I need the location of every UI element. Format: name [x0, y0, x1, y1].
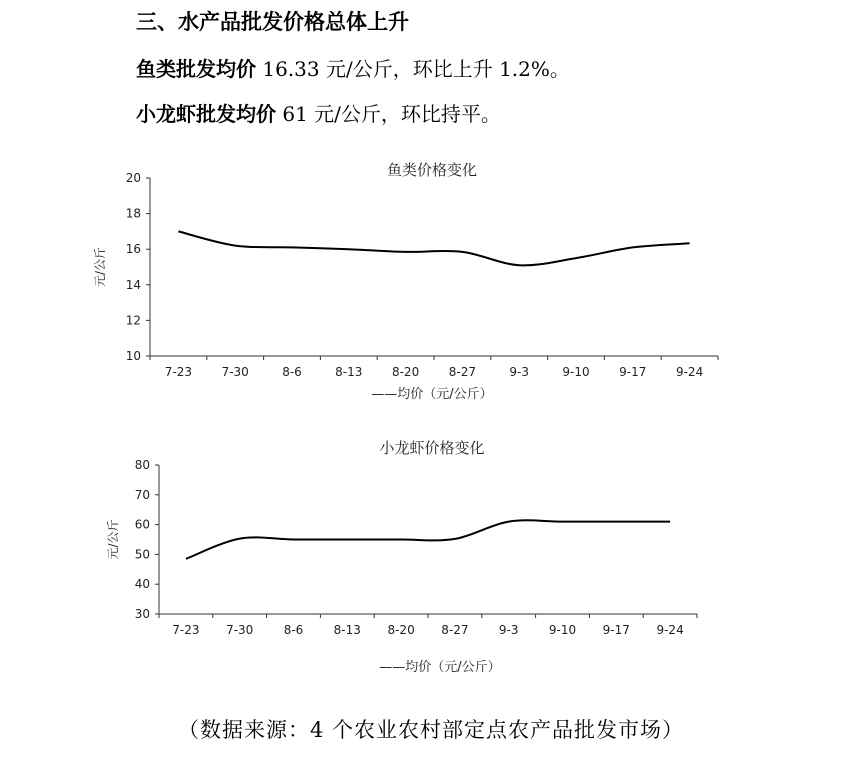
y-tick-label: 80 [134, 458, 150, 472]
x-tick-label: 8-13 [333, 623, 361, 637]
y-axis-label: 元/公斤 [106, 519, 120, 560]
x-tick-label: 9-3 [509, 365, 530, 379]
crayfish-price-label: 小龙虾批发均价 [136, 102, 276, 126]
y-tick-label: 14 [125, 277, 141, 292]
data-source-note: （数据来源：4 个农业农村部定点农产品批发市场） [177, 718, 685, 742]
x-tick-label: 8-13 [335, 365, 363, 379]
x-tick-label: 8-20 [391, 365, 420, 379]
x-tick-label: 7-30 [221, 365, 249, 379]
fish-price-chart [0, 150, 862, 420]
y-tick-label: 10 [125, 349, 141, 363]
section-heading: 三、水产品批发价格总体上升 [136, 10, 409, 34]
y-tick-label: 40 [134, 577, 150, 592]
x-tick-label: 9-24 [656, 623, 684, 637]
y-axis-label: 元/公斤 [93, 246, 107, 288]
x-tick-label: 9-3 [498, 623, 519, 637]
chart-title: 鱼类价格变化 [386, 161, 478, 179]
x-tick-label: 8-6 [283, 623, 304, 637]
chart-title: 小龙虾价格变化 [379, 439, 485, 457]
x-tick-label: 8-27 [448, 365, 477, 379]
fish-price-line [136, 53, 570, 82]
x-tick-label: 9-24 [675, 365, 704, 379]
y-tick-label: 30 [134, 607, 150, 621]
price-line [178, 231, 689, 265]
crayfish-price-chart [0, 428, 862, 688]
crayfish-price-text: 61 元/公斤，环比持平。 [276, 102, 501, 126]
price-line [186, 520, 670, 559]
x-tick-label: 9-17 [619, 365, 647, 379]
x-tick-label: 7-30 [226, 623, 254, 637]
fish-price-label: 鱼类批发均价 [136, 57, 256, 81]
x-tick-label: 9-17 [602, 623, 630, 637]
y-tick-label: 12 [125, 313, 141, 328]
x-tick-label: 9-10 [548, 623, 577, 637]
fish-price-text: 16.33 元/公斤，环比上升 1.2%。 [256, 57, 570, 81]
x-tick-label: 7-23 [172, 623, 200, 637]
crayfish-price-line [136, 98, 501, 127]
y-tick-label: 70 [134, 487, 150, 502]
chart-legend: ——均价（元/公斤） [379, 660, 501, 675]
x-tick-label: 8-20 [387, 623, 415, 637]
y-tick-label: 16 [125, 242, 141, 257]
chart-legend: ——均价（元/公斤） [371, 387, 493, 402]
x-tick-label: 9-10 [562, 365, 590, 379]
y-tick-label: 20 [125, 171, 141, 185]
y-tick-label: 50 [134, 547, 150, 562]
y-tick-label: 60 [134, 517, 150, 532]
y-tick-label: 18 [125, 206, 141, 221]
x-tick-label: 8-27 [441, 623, 469, 637]
x-tick-label: 8-6 [282, 365, 302, 379]
x-tick-label: 7-23 [164, 365, 193, 379]
